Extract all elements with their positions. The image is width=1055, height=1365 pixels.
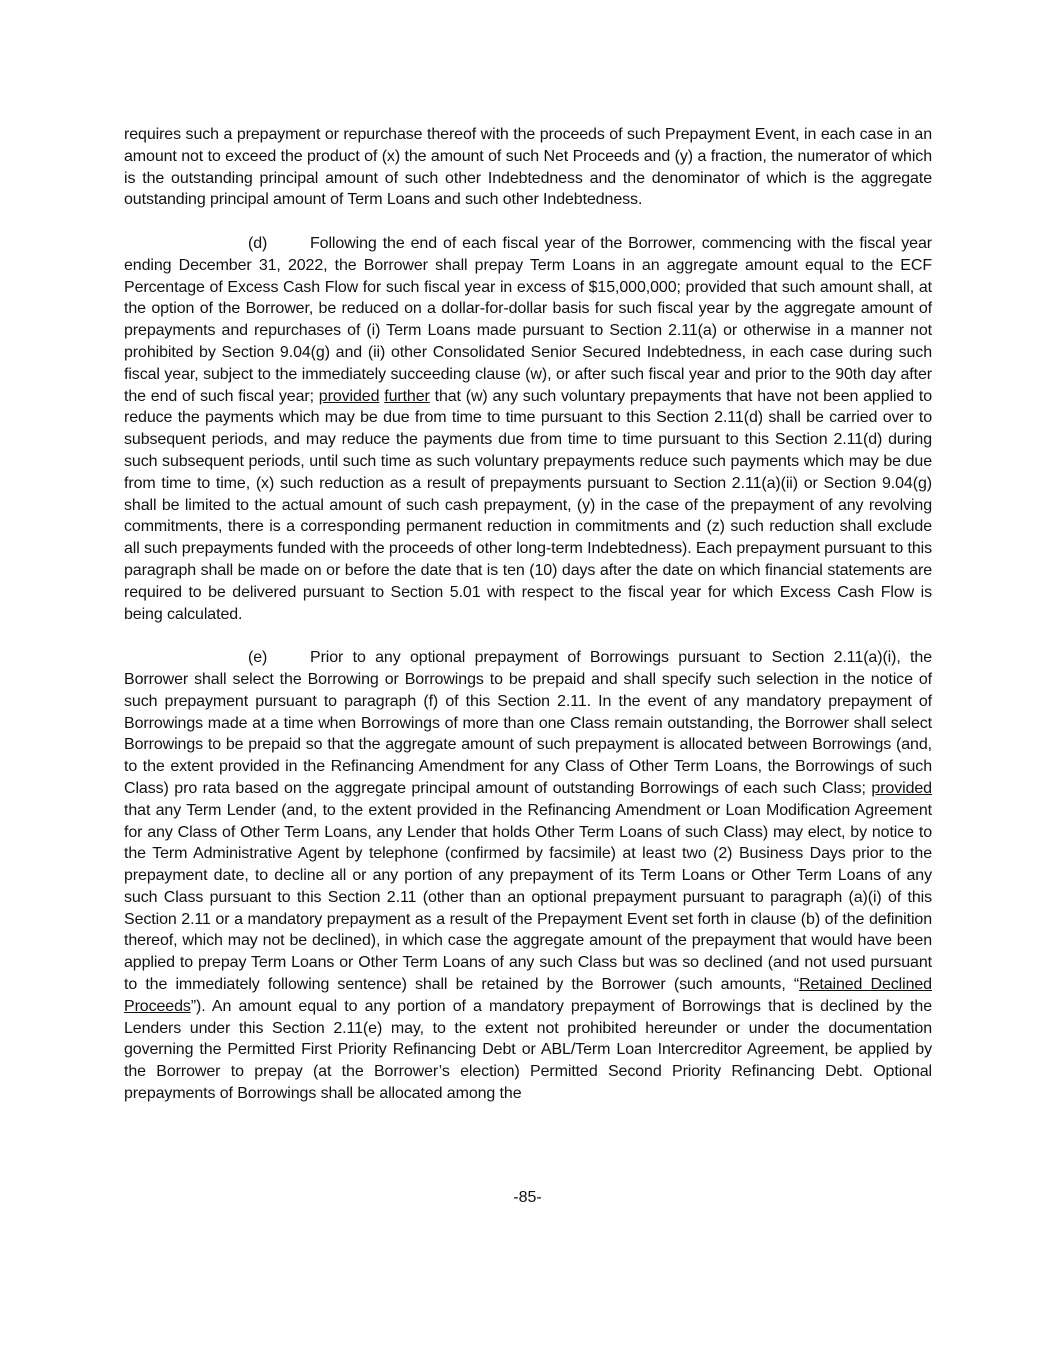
paragraph-d-text-1: Following the end of each fiscal year of the Borrower, commencing with the fiscal year ending December 31, 2022, the Borrower shall prepay Term Loans in an aggregate amount equal to the ECF Percentage of Excess Cash Flow for such fiscal year in excess of $15,000,000; provided that such amount shall, at the option of the Borrower, be reduced on a dollar-for-dollar basis for such fiscal year by the aggregate amount of prepayments and repurchases of (i) Term Loans made pursuant to Section 2.11(a) or otherwise in a manner not prohibited by Section 9.04(g) and (ii) other Consolidated Senior Secured Indebtedness, in each case during such fiscal year, subject to the immediately succeeding clause (w), or after such fiscal year and prior to the 90th day after the end of such fiscal year; — [124, 234, 932, 405]
paragraph-e-text-1: Prior to any optional prepayment of Borrowings pursuant to Section 2.11(a)(i), the Borrower shall select the Borrowing or Borrowings to be prepaid and shall specify such selection in the notice of such prepayment pursuant to paragraph (f) of this Section 2.11. In the event of any mandatory prepayment of Borrowings made at a time when Borrowings of more than one Class remain outstanding, the Borrower shall select Borrowings to be prepaid so that the aggregate amount of such prepayment is allocated between Borrowings (and, to the extent provided in the Refinancing Amendment for any Class of Other Term Loans, the Borrowings of such Class) pro rata based on the aggregate principal amount of outstanding Borrowings of each such Class; — [124, 649, 932, 797]
paragraph-e-quote-open: “ — [793, 976, 800, 994]
paragraph-d-term-provided: provided — [318, 387, 380, 405]
document-page-body — [124, 124, 932, 1105]
paragraph-e-text-3: ). An amount equal to any portion of a mandatory prepayment of Borrowings that is declined by the Lenders under this Section 2.11(e) may, to the extent not prohibited hereunder or under the documentation governing the Permitted First Priority Refinancing Debt or ABL/Term Loan Intercreditor Agreement, be applied by the Borrower to prepay (at the Borrower’s election) Permitted Second Priority Refinancing Debt. Optional prepayments of Borrowings shall be allocated among the — [124, 997, 932, 1103]
paragraph-d-text-2: that (w) any such voluntary prepayments that have not been applied to reduce the payments which may be due from time to time pursuant to this Section 2.11(d) shall be carried over to subsequent periods, and may reduce the payments due from time to time pursuant to this Section 2.11(d) during such subsequent periods, until such time as such voluntary prepayments reduce such payments which may be due from time to time, (x) such reduction as a result of prepayments pursuant to Section 2.11(a)(ii) or Section 9.04(g) shall be limited to the actual amount of such cash prepayment, (y) in the case of the prepayment of any revolving commitments, there is a corresponding permanent reduction in commitments and (z) such reduction shall exclude all such prepayments funded with the proceeds of other long-term Indebtedness). Each prepayment pursuant to this paragraph shall be made on or before the date that is ten (10) days after the date on which financial statements are required to be delivered pursuant to Section 5.01 with respect to the fiscal year for which Excess Cash Flow is being calculated. — [124, 387, 932, 623]
paragraph-e-term-provided: provided — [871, 779, 932, 797]
continuation-paragraph: requires such a prepayment or repurchase thereof with the proceeds of such Prepayment Event, in each case in an amount not to exceed the product of (x) the amount of such Net Proceeds and (y) a fraction, the numerator of which is the outstanding principal amount of such other Indebtedness and the denominator of which is the aggregate outstanding principal amount of Term Loans and such other Indebtedness. — [124, 126, 932, 209]
paragraph-d-term-further: further — [384, 387, 430, 405]
paragraph-e-text-2: that any Term Lender (and, to the extent provided in the Refinancing Amendment or Loan Modification Agreement for any Class of Other Term Loans, any Lender that holds Other Term Loans of such Class) may elect, by notice to the Term Administrative Agent by telephone (confirmed by facsimile) at least two (2) Business Days prior to the prepayment date, to decline all or any portion of any prepayment of its Term Loans or Other Term Loans of any such Class pursuant to this Section 2.11 (other than an optional prepayment pursuant to paragraph (a)(i) of this Section 2.11 or a mandatory prepayment as a result of the Prepayment Event set forth in clause (b) of the definition thereof, which may not be declined), in which case the aggregate amount of the prepayment that would have been applied to prepay Term Loans or Other Term Loans of any such Class but was so declined (and not used pursuant to the immediately following sentence) shall be retained by the Borrower (such amounts, — [124, 801, 932, 994]
paragraph-e-defined-term: Retained Declined Proceeds — [124, 976, 932, 1015]
paragraph-e-label: (e) — [248, 649, 268, 667]
paragraph-e — [124, 647, 932, 1105]
paragraph-e-quote-close: ” — [190, 997, 197, 1015]
paragraph-d-label: (d) — [248, 234, 268, 252]
page-number: -85- — [513, 1189, 542, 1206]
paragraph-d — [124, 233, 932, 625]
